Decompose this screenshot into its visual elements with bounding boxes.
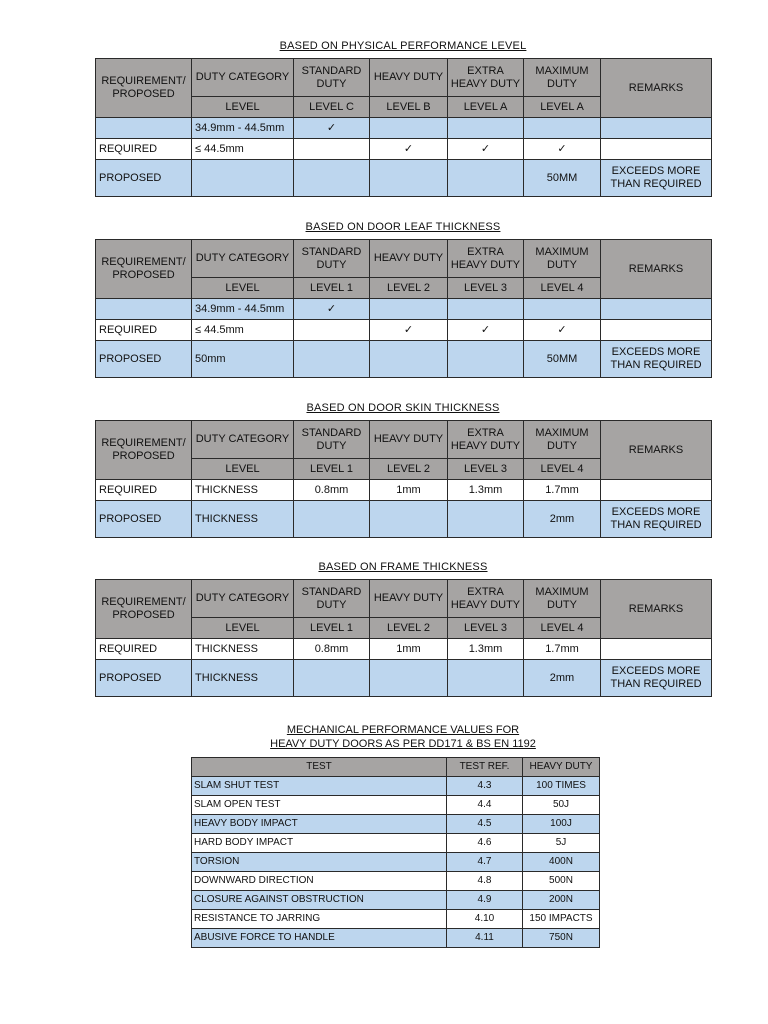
row-label: PROPOSED [96,160,192,197]
table-row [96,160,712,197]
row-cell: 2mm [524,501,601,538]
header-maximum-duty: MAXIMUM DUTY [524,59,601,97]
row-label: PROPOSED [96,341,192,378]
header-test-ref: TEST REF. [447,758,523,777]
row-remarks: EXCEEDS MORE THAN REQUIRED [601,660,712,697]
row-cell [370,118,448,139]
level-cell: LEVEL 3 [448,618,524,639]
row-remarks [601,639,712,660]
level-cell: LEVEL 3 [448,459,524,480]
row-cell [294,660,370,697]
row-remarks [601,139,712,160]
row-remarks: EXCEEDS MORE THAN REQUIRED [601,341,712,378]
test-ref: 4.3 [447,777,523,796]
level-cell: LEVEL 4 [524,459,601,480]
test-value: 5J [523,834,600,853]
header-level: LEVEL [192,97,294,118]
row-cell [294,160,370,197]
row-label: REQUIRED [96,139,192,160]
header-remarks: REMARKS [601,240,712,299]
table-row [192,891,600,910]
door-leaf-thickness-table [95,239,712,378]
table-row [192,796,600,815]
row-cell [370,501,448,538]
level-cell: LEVEL 2 [370,459,448,480]
row-cell: 1.3mm [448,639,524,660]
level-cell: LEVEL 4 [524,278,601,299]
header-maximum-duty: MAXIMUM DUTY [524,421,601,459]
header-extra-heavy-duty: EXTRA HEAVY DUTY [448,580,524,618]
test-name: RESISTANCE TO JARRING [192,910,447,929]
test-value: 500N [523,872,600,891]
header-extra-heavy-duty: EXTRA HEAVY DUTY [448,421,524,459]
header-standard-duty: STANDARD DUTY [294,421,370,459]
row-cell [448,341,524,378]
row-remarks [601,320,712,341]
table-row [96,501,712,538]
test-ref: 4.10 [447,910,523,929]
test-ref: 4.4 [447,796,523,815]
check-mark-icon: ✓ [448,320,524,341]
test-value: 150 IMPACTS [523,910,600,929]
header-extra-heavy-duty: EXTRA HEAVY DUTY [448,59,524,97]
row-label: REQUIRED [96,320,192,341]
mechanical-title-line2-text: HEAVY DUTY DOORS AS PER DD171 & BS EN 1192 [270,738,536,750]
level-cell: LEVEL 1 [294,618,370,639]
row-category: 34.9mm - 44.5mm [192,299,294,320]
physical-performance-table [95,58,712,197]
row-cell [294,341,370,378]
row-cell [370,160,448,197]
test-name: TORSION [192,853,447,872]
row-label [96,118,192,139]
header-extra-heavy-duty: EXTRA HEAVY DUTY [448,240,524,278]
header-requirement-proposed: REQUIREMENT/ PROPOSED [96,59,192,118]
row-cell [294,501,370,538]
test-ref: 4.7 [447,853,523,872]
table-row [192,815,600,834]
row-cell [294,139,370,160]
test-ref: 4.6 [447,834,523,853]
header-duty-category: DUTY CATEGORY [192,240,294,278]
header-requirement-proposed: REQUIREMENT/ PROPOSED [96,240,192,299]
table-row [96,320,712,341]
test-name: DOWNWARD DIRECTION [192,872,447,891]
row-cell: 1.7mm [524,480,601,501]
row-category: THICKNESS [192,639,294,660]
section-title-door-skin-thickness: BASED ON DOOR SKIN THICKNESS [306,402,500,414]
row-category: ≤ 44.5mm [192,320,294,341]
header-remarks: REMARKS [601,421,712,480]
level-cell: LEVEL 2 [370,618,448,639]
row-cell [448,160,524,197]
test-value: 100 TIMES [523,777,600,796]
row-label [96,299,192,320]
section-title-frame-thickness: BASED ON FRAME THICKNESS [318,561,488,573]
check-mark-icon: ✓ [370,139,448,160]
table-row [96,480,712,501]
test-value: 750N [523,929,600,948]
header-heavy-duty: HEAVY DUTY [370,240,448,278]
door-skin-thickness-table [95,420,712,538]
header-standard-duty: STANDARD DUTY [294,580,370,618]
header-heavy-duty: HEAVY DUTY [370,421,448,459]
test-value: 100J [523,815,600,834]
row-category: THICKNESS [192,501,294,538]
row-category: THICKNESS [192,480,294,501]
row-label: PROPOSED [96,660,192,697]
row-label: PROPOSED [96,501,192,538]
test-name: SLAM SHUT TEST [192,777,447,796]
section-title-physical-performance: BASED ON PHYSICAL PERFORMANCE LEVEL [279,40,527,52]
table-row [192,872,600,891]
row-category: THICKNESS [192,660,294,697]
test-name: ABUSIVE FORCE TO HANDLE [192,929,447,948]
level-cell: LEVEL 2 [370,278,448,299]
test-value: 400N [523,853,600,872]
header-standard-duty: STANDARD DUTY [294,240,370,278]
header-remarks: REMARKS [601,59,712,118]
table-row [96,660,712,697]
level-cell: LEVEL B [370,97,448,118]
row-label: REQUIRED [96,639,192,660]
header-heavy-duty: HEAVY DUTY [370,59,448,97]
header-standard-duty: STANDARD DUTY [294,59,370,97]
row-cell [524,118,601,139]
row-cell [294,320,370,341]
row-remarks [601,480,712,501]
header-requirement-proposed: REQUIREMENT/ PROPOSED [96,421,192,480]
header-duty-category: DUTY CATEGORY [192,59,294,97]
table-row [192,853,600,872]
table-row [96,341,712,378]
header-requirement-proposed: REQUIREMENT/ PROPOSED [96,580,192,639]
row-cell [370,341,448,378]
header-level: LEVEL [192,618,294,639]
row-cell: 1mm [370,639,448,660]
test-ref: 4.5 [447,815,523,834]
row-cell [524,299,601,320]
row-remarks [601,118,712,139]
row-cell: 2mm [524,660,601,697]
row-category: 34.9mm - 44.5mm [192,118,294,139]
row-category [192,160,294,197]
row-cell: 0.8mm [294,480,370,501]
row-cell: 0.8mm [294,639,370,660]
row-cell [370,660,448,697]
row-cell [448,299,524,320]
check-mark-icon: ✓ [524,139,601,160]
header-level: LEVEL [192,278,294,299]
level-cell: LEVEL A [524,97,601,118]
header-duty-category: DUTY CATEGORY [192,421,294,459]
level-cell: LEVEL 4 [524,618,601,639]
check-mark-icon: ✓ [370,320,448,341]
check-mark-icon: ✓ [294,118,370,139]
test-name: SLAM OPEN TEST [192,796,447,815]
mechanical-title-line1-text: MECHANICAL PERFORMANCE VALUES FOR [286,724,520,736]
level-cell: LEVEL 3 [448,278,524,299]
header-test: TEST [192,758,447,777]
header-remarks: REMARKS [601,580,712,639]
level-cell: LEVEL 1 [294,278,370,299]
table-row [192,910,600,929]
test-name: CLOSURE AGAINST OBSTRUCTION [192,891,447,910]
row-cell: 50MM [524,160,601,197]
header-duty-category: DUTY CATEGORY [192,580,294,618]
row-remarks: EXCEEDS MORE THAN REQUIRED [601,501,712,538]
header-maximum-duty: MAXIMUM DUTY [524,240,601,278]
level-cell: LEVEL 1 [294,459,370,480]
table-row [96,299,712,320]
row-category: 50mm [192,341,294,378]
row-cell: 50MM [524,341,601,378]
frame-thickness-table [95,579,712,697]
row-cell: 1.3mm [448,480,524,501]
row-label: REQUIRED [96,480,192,501]
table-row [96,118,712,139]
test-value: 50J [523,796,600,815]
mechanical-title-line2 [0,737,768,751]
table-row [96,139,712,160]
test-ref: 4.8 [447,872,523,891]
test-name: HEAVY BODY IMPACT [192,815,447,834]
header-maximum-duty: MAXIMUM DUTY [524,580,601,618]
row-remarks: EXCEEDS MORE THAN REQUIRED [601,160,712,197]
table-row [192,834,600,853]
section-title-door-leaf-thickness: BASED ON DOOR LEAF THICKNESS [305,221,501,233]
level-cell: LEVEL A [448,97,524,118]
row-category: ≤ 44.5mm [192,139,294,160]
level-cell: LEVEL C [294,97,370,118]
table-row [192,777,600,796]
table-row [96,639,712,660]
mechanical-performance-table [191,757,600,948]
test-ref: 4.9 [447,891,523,910]
row-cell: 1.7mm [524,639,601,660]
row-cell [448,660,524,697]
row-cell [448,501,524,538]
row-remarks [601,299,712,320]
test-name: HARD BODY IMPACT [192,834,447,853]
header-heavy-duty: HEAVY DUTY [370,580,448,618]
check-mark-icon: ✓ [524,320,601,341]
row-cell: 1mm [370,480,448,501]
table-row [192,929,600,948]
row-cell [448,118,524,139]
mechanical-title-line1 [0,723,768,737]
check-mark-icon: ✓ [448,139,524,160]
header-level: LEVEL [192,459,294,480]
header-heavy-duty: HEAVY DUTY [523,758,600,777]
test-ref: 4.11 [447,929,523,948]
row-cell [370,299,448,320]
check-mark-icon: ✓ [294,299,370,320]
test-value: 200N [523,891,600,910]
